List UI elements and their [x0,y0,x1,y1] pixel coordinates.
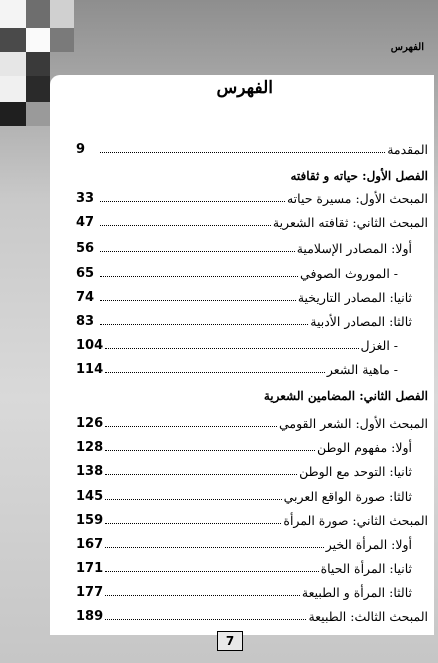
toc-entry-label: ثالثا: صورة الواقع العربي [283,489,412,504]
toc-entry[interactable] [76,261,398,281]
toc-entry-label: المبحث الأول: مسيرة حياته [286,191,428,206]
dot-leader [105,595,300,596]
toc-page-number: 74 [76,290,95,305]
decorative-block [26,76,50,102]
toc-entry-label: - الموروث الصوفي [300,266,398,281]
toc-entry[interactable] [76,459,412,479]
toc-entry[interactable] [76,210,428,230]
toc-entry-label: المقدمة [387,142,428,157]
toc-page-number: 189 [76,609,104,624]
toc-entry[interactable] [76,508,428,528]
toc-entry[interactable] [76,484,412,504]
toc-page-number: 83 [76,314,95,329]
toc-entry-label: - الغزل [360,338,398,353]
toc-entry-label: ثالثا: المصادر الأدبية [310,314,412,329]
toc-page-number: 171 [76,561,104,576]
toc-page-number: 47 [76,215,95,230]
toc-page-number: 114 [76,362,104,377]
toc-entry-label: - ماهية الشعر [326,362,398,377]
toc-page-number: 177 [76,585,104,600]
dot-leader [100,251,295,252]
toc-page-number: 145 [76,489,104,504]
toc-entry-label: أولا: مفهوم الوطن [317,440,412,455]
dot-leader [105,523,281,524]
toc-entry-label: المبحث الثاني: صورة المرأة [283,513,428,528]
dot-leader [100,152,385,153]
toc-entry[interactable] [76,333,398,353]
toc-entry[interactable] [76,309,412,329]
toc-entry[interactable] [76,435,412,455]
dot-leader [100,300,296,301]
decorative-block [0,0,26,28]
toc-entry-label: المبحث الثاني: ثقافته الشعرية [272,215,428,230]
decorative-block [26,0,50,28]
toc-entry[interactable] [76,532,412,552]
toc-entry-label: ثالثا: المرأة و الطبيعة [301,585,412,600]
chapter-heading-one: الفصل الأول: حياته و ثقافته [290,169,428,183]
toc-entry[interactable] [76,285,412,305]
decorative-block [50,28,74,52]
toc-entry-label: أولا: المرأة الخير [325,537,412,552]
toc-entry[interactable] [76,357,398,377]
toc-entry[interactable] [76,186,428,206]
decorative-block [50,0,74,28]
dot-leader [105,474,297,475]
toc-entry[interactable] [76,411,428,431]
page-number-box: 7 [217,631,243,651]
decorative-block [0,28,26,52]
dot-leader [100,324,308,325]
toc-page-number: 128 [76,440,104,455]
toc-entry-introduction[interactable] [76,137,428,157]
toc-entry[interactable] [76,604,428,624]
running-head: الفهرس [390,42,424,53]
toc-entry-label: ثانيا: المرأة الحياة [320,561,412,576]
toc-entry[interactable] [76,236,412,256]
page-title: الفهرس [216,78,273,98]
dot-leader [105,426,277,427]
decorative-block [0,52,26,76]
dot-leader [105,372,325,373]
decorative-block [26,28,50,52]
toc-entry[interactable] [76,556,412,576]
toc-page-number: 104 [76,338,104,353]
toc-entry-label: المبحث الأول: الشعر القومي [278,416,428,431]
dot-leader [100,201,285,202]
toc-page-number: 56 [76,241,95,256]
decorative-block [0,76,26,102]
dot-leader [105,547,324,548]
decorative-block [26,102,50,126]
dot-leader [105,571,318,572]
dot-leader [105,450,315,451]
dot-leader [100,276,298,277]
toc-page-number: 159 [76,513,104,528]
toc-page-number: 138 [76,464,104,479]
toc-page-number: 167 [76,537,104,552]
toc-entry-label: ثانيا: المصادر التاريخية [297,290,412,305]
dot-leader [105,348,358,349]
dot-leader [105,619,306,620]
toc-page-number: 65 [76,266,95,281]
toc-page-number: 33 [76,191,95,206]
toc-entry-label: المبحث الثالث: الطبيعة [308,609,428,624]
toc-entry[interactable] [76,580,412,600]
toc-entry-label: ثانيا: التوحد مع الوطن [299,464,412,479]
chapter-heading-two: الفصل الثاني: المضامين الشعرية [263,389,428,403]
toc-page-number: 126 [76,416,104,431]
dot-leader [100,225,271,226]
decorative-block [26,52,50,76]
toc-page-number: 9 [76,142,86,157]
decorative-block [0,102,26,126]
toc-entry-label: أولا: المصادر الإسلامية [296,241,412,256]
dot-leader [105,499,281,500]
